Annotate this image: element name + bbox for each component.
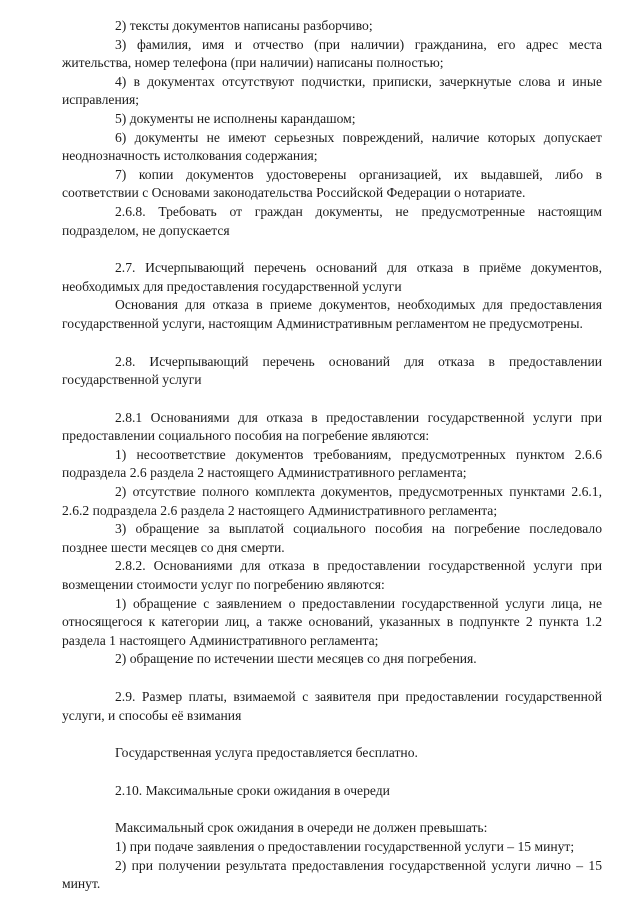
- paragraph-item-3: 3) фамилия, имя и отчество (при наличии) гражданина, его адрес места жительства, номер телефона (при наличии) написаны полностью;: [62, 36, 602, 71]
- paragraph-item-4: 4) в документах отсутствуют подчистки, приписки, зачеркнутые слова и иные исправления;: [62, 73, 602, 108]
- spacer: [62, 800, 602, 819]
- paragraph-2-8-2-item-2: 2) обращение по истечении шести месяцев со дня погребения.: [115, 651, 477, 667]
- paragraph-item-5: 5) документы не исполнены карандашом;: [115, 110, 356, 126]
- paragraph-2-7-body: Основания для отказа в приеме документов, необходимых для предоставления государственной услуги, настоящим Административным регламентом не предусмотрены.: [62, 297, 602, 331]
- paragraph-2-8-1: 2.8.1 Основаниями для отказа в предоставлении государственной услуги при предоставлении социального пособия на погребение являются:: [62, 409, 602, 444]
- paragraph-item-6: 6) документы не имеют серьезных повреждений, наличие которых допускает неоднозначность истолкования содержания;: [62, 129, 602, 164]
- section-heading-2-9: 2.9. Размер платы, взимаемой с заявителя при предоставлении государственной услуги, и способы её взимания: [62, 689, 602, 723]
- paragraph-2-6-8: 2.6.8. Требовать от граждан документы, не предусмотренные настоящим подразделом, не допускается: [62, 203, 602, 238]
- spacer: [62, 334, 602, 353]
- spacer: [62, 390, 602, 409]
- paragraph-2-10-item-2: 2) при получении результата предоставления государственной услуги лично – 15 минут.: [62, 857, 602, 892]
- paragraph-2-10-intro: Максимальный срок ожидания в очереди не должен превышать:: [115, 820, 488, 836]
- paragraph-2-8-1-item-3: 3) обращение за выплатой социального пособия на погребение последовало позднее шести месяцев со дня смерти.: [62, 521, 602, 555]
- paragraph-2-8-1-item-1: 1) несоответствие документов требованиям, предусмотренных пунктом 2.6.6 подраздела 2.6 раздела 2 настоящего Административного регламента;: [62, 446, 602, 481]
- spacer: [62, 725, 602, 744]
- section-heading-2-10: 2.10. Максимальные сроки ожидания в очереди: [115, 782, 390, 798]
- paragraph-item-7: 7) копии документов удостоверены организацией, их выдавшей, либо в соответствии с Основами законодательства Российской Федерации о нотариате.: [62, 166, 602, 201]
- section-heading-2-7: 2.7. Исчерпывающий перечень оснований для отказа в приёме документов, необходимых для предоставления государственной услуги: [62, 260, 602, 294]
- paragraph-2-9-body: Государственная услуга предоставляется бесплатно.: [115, 745, 418, 761]
- spacer: [62, 240, 602, 259]
- paragraph-2-10-item-1: 1) при подаче заявления о предоставлении государственной услуги – 15 минут;: [115, 838, 575, 854]
- spacer: [62, 763, 602, 782]
- paragraph-2-8-1-item-2: 2) отсутствие полного комплекта документов, предусмотренных пунктами 2.6.1, 2.6.2 подраздела 2.6 раздела 2 настоящего Административного регламента;: [62, 484, 602, 518]
- paragraph-item-2: 2) тексты документов написаны разборчиво;: [115, 18, 373, 33]
- section-heading-2-8: 2.8. Исчерпывающий перечень оснований для отказа в предоставлении государственной услуги: [62, 353, 602, 388]
- spacer: [62, 669, 602, 688]
- paragraph-2-8-2-item-1: 1) обращение с заявлением о предоставлении государственной услуги лица, не относящегося к категории лиц, а также оснований, указанных в подпункте 2 пункта 1.2 раздела 1 настоящего Административного регламента;: [62, 595, 602, 648]
- paragraph-2-8-2: 2.8.2. Основаниями для отказа в предоставлении государственной услуги при возмещении стоимости услуг по погребению являются:: [62, 558, 602, 593]
